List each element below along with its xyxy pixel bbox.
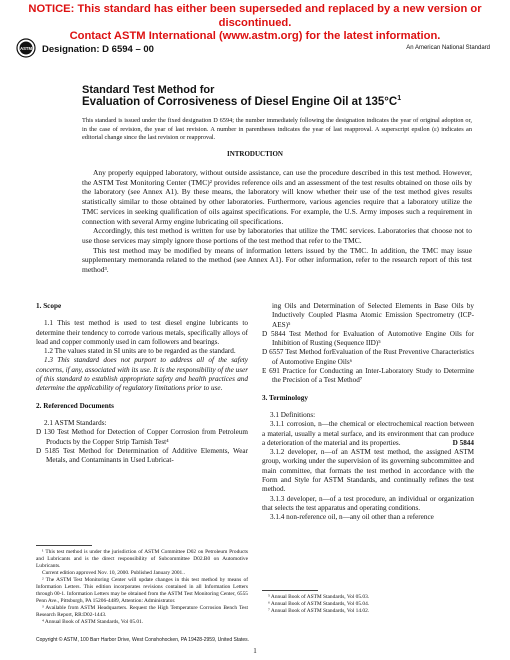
right-column [262, 302, 474, 523]
title-footnote-mark: 1 [397, 95, 402, 102]
section-1-2: 1.2 The values stated in SI units are to be regarded as the standard. [44, 347, 236, 356]
section-3-1-1-text: 3.1.1 corrosion, n—the chemical or electrochemical reaction between a material, usually a metal surface, and its environment that can produce a deterioration of the material and its properties. [262, 420, 474, 447]
supersession-notice [0, 3, 510, 44]
footnote-divider-left [36, 545, 92, 546]
footnote-5: ⁵ Annual Book of ASTM Standards, Vol 05.03. [268, 594, 370, 600]
national-standard-label: An American National Standard [406, 45, 490, 51]
introduction-heading: INTRODUCTION [226, 150, 283, 158]
section-3-1: 3.1 Definitions: [270, 410, 316, 419]
title-line-2 [82, 95, 401, 108]
footnote-6: ⁶ Annual Book of ASTM Standards, Vol 05.04. [268, 601, 370, 607]
svg-text:ASTM: ASTM [20, 46, 32, 51]
title-text: Evaluation of Corrosiveness of Diesel Engine Oil at 135°C [82, 95, 398, 108]
section-1-1: 1.1 This test method is used to test diesel engine lubricants to determine their tendency to corrode various metals, specifically alloys of lead and copper commonly used in cam followers and bearings. [36, 319, 248, 346]
section-3-1-2: 3.1.2 developer, n—of an ASTM test method, the assigned ASTM group, working under the supervision of its governing subcommittee and main committee, that formats the test method in accordance with the Form and Style for ASTM Standards, and continually refines the test method. [262, 448, 474, 494]
scope-heading: 1. Scope [36, 302, 62, 310]
section-2-1: 2.1 ASTM Standards: [44, 418, 107, 427]
ref-d5185-continued: ing Oils and Determination of Selected Elements in Base Oils by Inductively Coupled Plasma Atomic Emission Spectrometry (ICP-AES)⁵ [272, 302, 474, 329]
designation: Designation: D 6594 – 00 [42, 44, 154, 55]
intro-paragraph-3: This test method may be modified by means of information letters issued by the TMC. In addition, the TMC may issue supplementary memoranda related to the method (see Annex A1). For other information, refer to the research report of this test method³. [82, 245, 472, 275]
copyright-line: Copyright © ASTM, 100 Barr Harbor Drive, West Conshohocken, PA 19428-2959, United States. [36, 637, 250, 643]
notice-line-2: Contact ASTM International (www.astm.org) for the latest information. [69, 30, 441, 42]
footnote-1b: Current edition approved Nov. 10, 2000. Published January 2001.. [42, 570, 185, 576]
intro-paragraph-1: Any properly equipped laboratory, without outside assistance, can use the procedure described in this test method. However, the ASTM Test Monitoring Center (TMC)² provides reference oils and an assessment of the test results obtained on those oils by the laboratory (see Annex A1). By these means, the laboratory will know whether their use of the test method gives results statistically similar to those obtained by other laboratories. Furthermore, various agencies require that a laboratory utilize the TMC services in seeking qualification of oils against specifications. For example, the U.S. Army imposes such a requirement in connection with several Army engine lubricating oil specifications. [82, 168, 472, 226]
ref-d5185: D 5185 Test Method for Determination of Additive Elements, Wear Metals, and Contaminants in Used Lubricat- [36, 446, 248, 465]
ref-d5844: D 5844 Test Method for Evaluation of Automotive Engine Oils for Inhibition of Rusting (Sequence IID)⁵ [262, 329, 474, 348]
title-line-1: Standard Test Method for [82, 84, 215, 96]
section-3-1-1-source: D 5844 [452, 438, 474, 447]
left-column [36, 302, 248, 465]
page-number: 1 [253, 647, 257, 655]
section-3-1-4: 3.1.4 non-reference oil, n—any oil other than a reference [270, 513, 434, 522]
intro-paragraph-2: Accordingly, this test method is written for use by laboratories that utilize the TMC services. Laboratories that choose not to use those services may simply ignore those portions of the test method that refer to the TMC. [82, 226, 472, 245]
footnote-2: ² The ASTM Test Monitoring Center will update changes in this test method by means of Information Letters. This edition incorporates revisions contained in all Information Letters through 00-1. Information Letters may be obtained from the ASTM Test Monitoring Center, 6555 Penn Ave., Pittsburgh, PA 15206-4489, Attention: Administrator. [36, 577, 248, 604]
ref-d130: D 130 Test Method for Detection of Copper Corrosion from Petroleum Products by the Copper Strip Tarnish Test⁴ [36, 428, 248, 446]
issue-note: This standard is issued under the fixed designation D 6594; the number immediately following the designation indicates the year of original adoption or, in the case of revision, the year of last revision. A number in parentheses indicates the year of last reapproval. A superscript epsilon (ε) indicates an editorial change since the last revision or reapproval. [82, 117, 472, 142]
footnote-4: ⁴ Annual Book of ASTM Standards, Vol 05.01. [42, 619, 144, 625]
astm-logo-icon [16, 38, 36, 58]
referenced-documents-heading: 2. Referenced Documents [36, 401, 114, 410]
introduction [82, 168, 472, 275]
notice-line-1: NOTICE: This standard has either been superseded and replaced by a new version or discontinued. [28, 3, 482, 29]
footnote-divider-right [262, 590, 318, 591]
footnote-3: ³ Available from ASTM Headquarters. Request the High Temperature Corrosion Bench Test Research Report, RR:D02-1443. [36, 605, 248, 618]
footnote-7: ⁷ Annual Book of ASTM Standards, Vol 14.02. [268, 608, 370, 614]
ref-d6557: D 6557 Test Method forEvaluation of the Rust Preventive Characteristics of Automotive Engine Oils⁶ [262, 348, 474, 366]
section-3-1-1 [262, 420, 474, 448]
ref-e691: E 691 Practice for Conducting an Inter-Laboratory Study to Determine the Precision of a Test Method⁷ [262, 367, 474, 385]
footnotes-right [262, 594, 474, 615]
terminology-heading: 3. Terminology [262, 393, 308, 402]
section-1-3: 1.3 This standard does not purport to address all of the safety concerns, if any, associated with its use. It is the responsibility of the user of this standard to establish appropriate safety and health practices and determine the applicability of regulatory limitations prior to use. [36, 356, 248, 393]
section-3-1-3: 3.1.3 developer, n—of a test procedure, an individual or organization that selects the test apparatus and operating conditions. [262, 494, 474, 512]
footnote-1: ¹ This test method is under the jurisdiction of ASTM Committee D02 on Petroleum Products and Lubricants and is the direct responsibility of Subcommittee D02.B0 on Automotive Lubricants. [36, 549, 248, 569]
footnotes-left [36, 549, 248, 626]
